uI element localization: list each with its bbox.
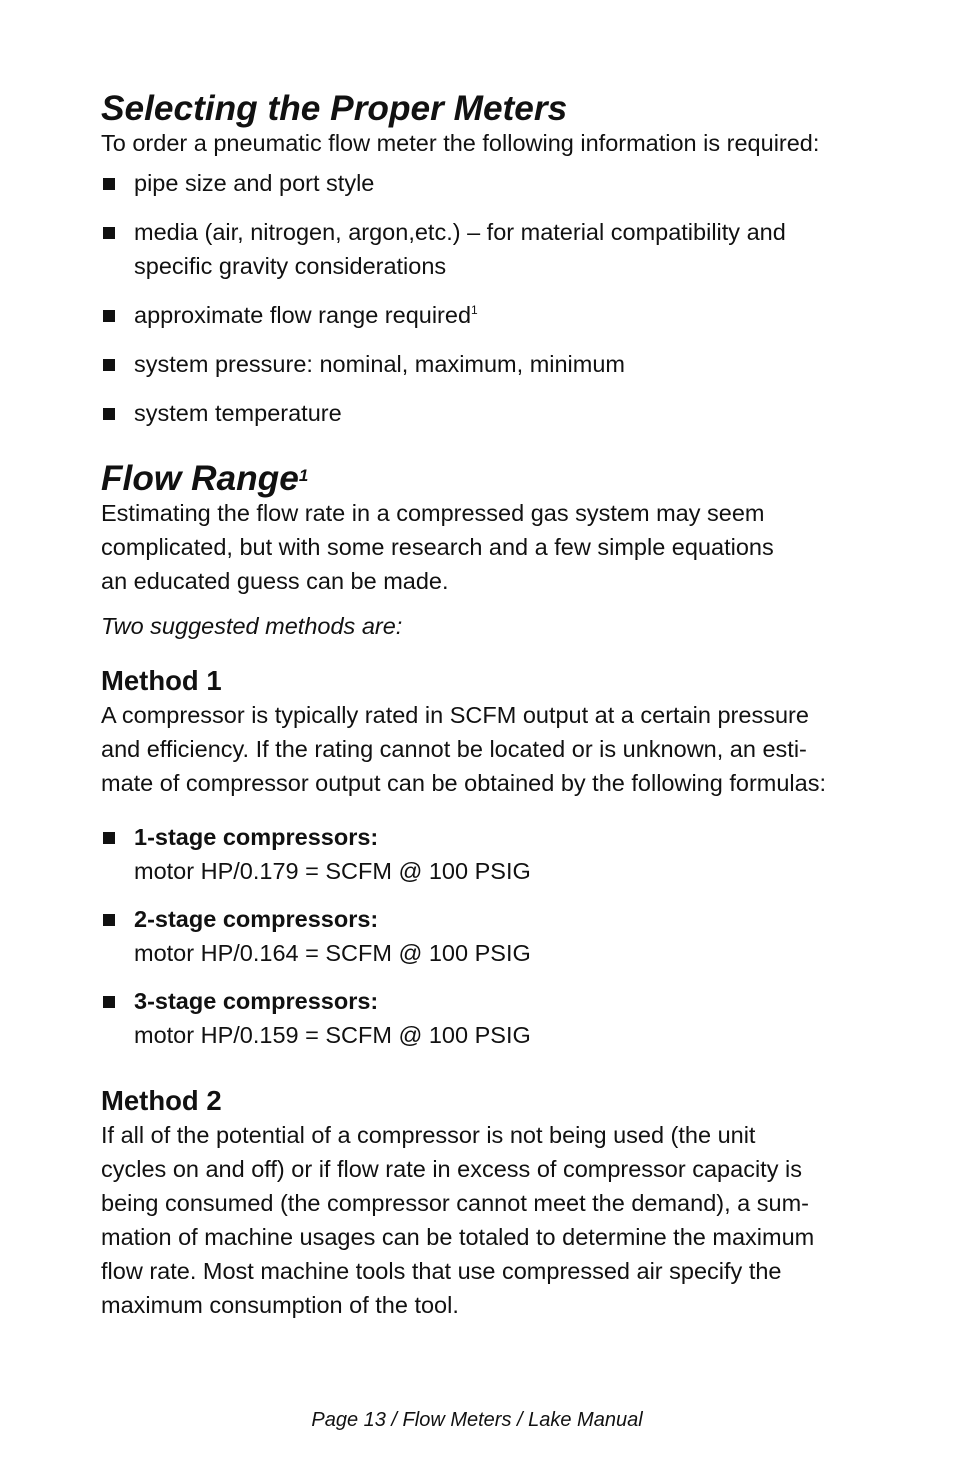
square-bullet-icon: [103, 227, 115, 239]
methods-intro: Two suggested methods are:: [101, 613, 403, 639]
list-item: system temperature: [101, 396, 881, 430]
footnote-marker: 1: [471, 303, 478, 318]
list-item: 2-stage compressors: motor HP/0.164 = SCFM @ 100 PSIG: [101, 902, 881, 970]
list-item: 1-stage compressors: motor HP/0.179 = SCFM @ 100 PSIG: [101, 820, 881, 888]
method-1-paragraph: A compressor is typically rated in SCFM output at a certain pressure and efficiency. If the rating cannot be located or is unknown, an esti- mate of compressor output can be obtained by the following formulas:: [101, 702, 826, 796]
page-footer: Page 13 / Flow Meters / Lake Manual: [311, 1409, 643, 1431]
square-bullet-icon: [103, 310, 115, 322]
square-bullet-icon: [103, 914, 115, 926]
compressor-formula-list: [101, 820, 881, 1052]
flow-range-paragraph: Estimating the flow rate in a compressed gas system may seem complicated, but with some research and a few simple equations an educated guess can be made.: [101, 500, 774, 594]
section-intro: To order a pneumatic flow meter the following information is required:: [101, 130, 820, 156]
method-1-heading: Method 1: [101, 665, 222, 696]
section-heading-selecting-meters: Selecting the Proper Meters: [101, 89, 568, 128]
square-bullet-icon: [103, 408, 115, 420]
list-item: approximate flow range required$^1$: [101, 298, 881, 332]
footnote-marker: 1: [298, 466, 309, 485]
square-bullet-icon: [103, 996, 115, 1008]
method-2-heading: Method 2: [101, 1085, 222, 1116]
square-bullet-icon: [103, 832, 115, 844]
square-bullet-icon: [103, 359, 115, 371]
method-2-paragraph: If all of the potential of a compressor is not being used (the unit cycles on and off) or if flow rate in excess of compressor capacity is being consumed (the compressor cannot meet the demand), a sum- mation of machine usages can be totaled to determine the maximum flow rate. Most machine tools that use compressed air specify the maximum consumption of the tool.: [101, 1122, 815, 1318]
list-item: pipe size and port style: [101, 166, 881, 200]
list-item: system pressure: nominal, maximum, minimum: [101, 347, 881, 381]
section-heading-flow-range: Flow Range$^1$: [101, 459, 309, 498]
list-item: media (air, nitrogen, argon,etc.) – for material compatibility and specific gravity considerations: [101, 215, 881, 283]
square-bullet-icon: [103, 178, 115, 190]
manual-page: [101, 89, 881, 1322]
list-item: 3-stage compressors: motor HP/0.159 = SCFM @ 100 PSIG: [101, 984, 881, 1052]
requirements-list: [101, 166, 881, 430]
